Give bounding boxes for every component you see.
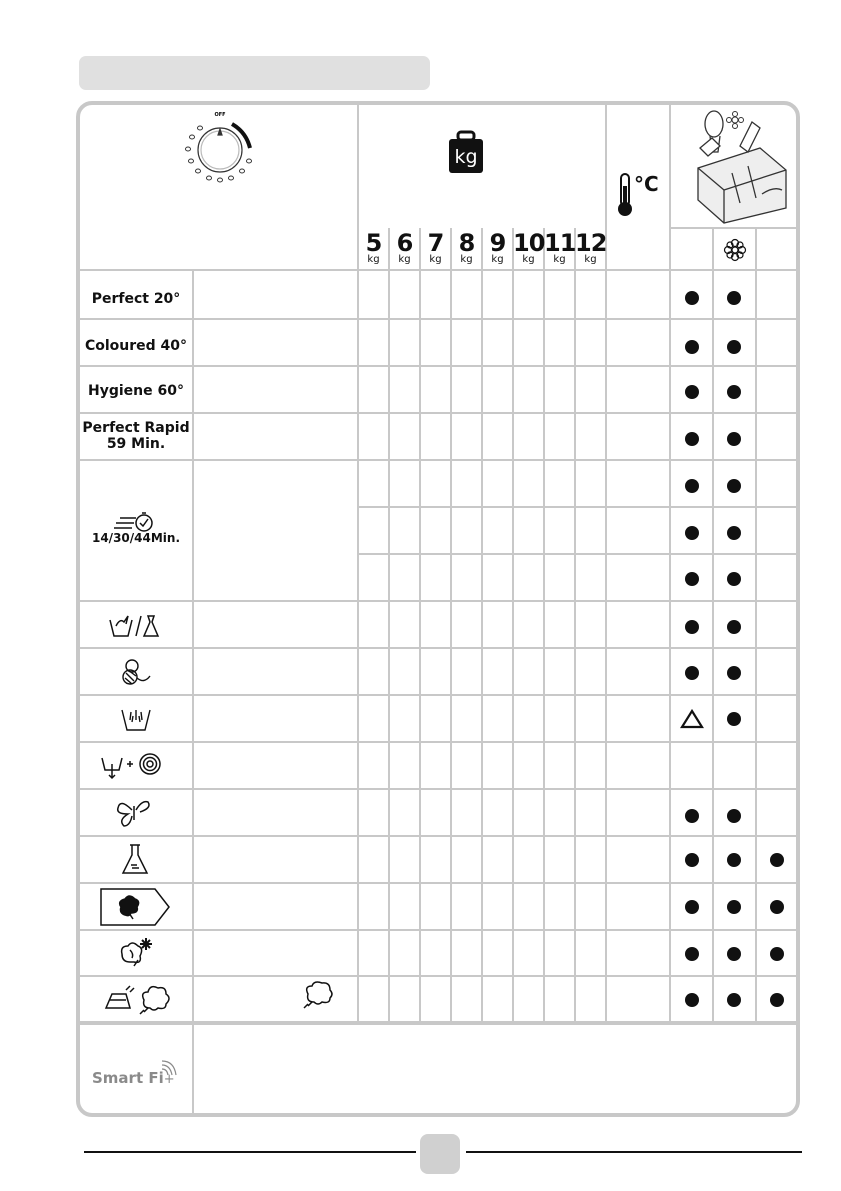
load-8-unit: kg	[460, 254, 473, 265]
detergent-dot	[727, 993, 741, 1007]
smart-fi-plus: +	[163, 1072, 175, 1087]
load-5-number: 5	[365, 229, 382, 257]
programme-dial-icon	[180, 108, 260, 188]
load-8-number: 8	[458, 229, 475, 257]
detergent-dot	[685, 479, 699, 493]
detergent-dot	[770, 947, 784, 961]
detergent-dot	[727, 666, 741, 680]
dial-off-label: OFF	[214, 112, 226, 118]
page-number-box	[420, 1134, 460, 1174]
load-6-unit: kg	[398, 254, 411, 265]
detergent-dot	[727, 900, 741, 914]
detergent-dot	[685, 900, 699, 914]
softener-flower-icon	[723, 238, 747, 262]
detergent-dot	[727, 340, 741, 354]
load-9-number: 9	[489, 229, 506, 257]
detergent-dot	[727, 809, 741, 823]
load-10-unit: kg	[522, 254, 535, 265]
weight-icon-label: kg	[454, 146, 478, 168]
program-perfect-rapid-duration: 59 Min.	[106, 436, 166, 452]
detergent-dot	[727, 291, 741, 305]
detergent-drawer-icon	[690, 108, 790, 224]
steam-cloud-icon	[300, 980, 334, 1010]
load-11-number: 11	[544, 229, 576, 257]
detergent-dot	[685, 993, 699, 1007]
detergent-dot	[685, 666, 699, 680]
detergent-dot	[685, 947, 699, 961]
detergent-dot	[770, 993, 784, 1007]
delicate-butterfly-icon	[114, 796, 154, 830]
thermometer-icon	[616, 172, 634, 218]
detergent-dot	[727, 620, 741, 634]
drain-spin-icon	[100, 752, 166, 780]
load-7-number: 7	[427, 229, 444, 257]
temperature-unit: °C	[634, 172, 659, 196]
detergent-dot	[685, 340, 699, 354]
load-11-unit: kg	[553, 254, 566, 265]
load-7-unit: kg	[429, 254, 442, 265]
detergent-dot	[727, 947, 741, 961]
load-5-unit: kg	[367, 254, 380, 265]
wool-yarn-icon	[120, 658, 152, 686]
detergent-dot	[770, 853, 784, 867]
wifi-signal-icon	[160, 1059, 178, 1077]
load-9-unit: kg	[491, 254, 504, 265]
program-perfect-rapid: Perfect Rapid	[82, 420, 190, 436]
weight-icon	[448, 130, 484, 174]
stain-removal-icon	[116, 936, 154, 968]
load-12-unit: kg	[584, 254, 597, 265]
smart-fi-text: Smart Fi	[92, 1069, 164, 1087]
detergent-dot	[727, 853, 741, 867]
detergent-dot	[727, 526, 741, 540]
detergent-dot	[685, 620, 699, 634]
detergent-dot	[685, 385, 699, 399]
handwash-icon	[108, 612, 164, 638]
program-perfect-20: Perfect 20°	[91, 291, 181, 307]
flask-icon	[120, 843, 150, 875]
program-rapid-times: 14/30/44Min.	[91, 531, 181, 545]
footer-line-left	[84, 1151, 416, 1153]
detergent-dot	[727, 385, 741, 399]
program-hygiene-60: Hygiene 60°	[88, 383, 184, 399]
detergent-dot	[685, 432, 699, 446]
load-6-number: 6	[396, 229, 413, 257]
detergent-dot	[685, 291, 699, 305]
detergent-dot	[685, 572, 699, 586]
load-10-number: 10	[513, 229, 545, 257]
detergent-dot	[727, 432, 741, 446]
detergent-dot	[685, 809, 699, 823]
load-12-number: 12	[575, 229, 607, 257]
detergent-dot	[727, 572, 741, 586]
detergent-dot	[727, 479, 741, 493]
footer-line-right	[466, 1151, 802, 1153]
detergent-dot	[727, 712, 741, 726]
program-coloured-40: Coloured 40°	[84, 338, 188, 354]
cotton-tag-icon	[99, 887, 171, 927]
detergent-optional-triangle	[680, 709, 704, 729]
detergent-dot	[770, 900, 784, 914]
detergent-dot	[685, 526, 699, 540]
detergent-dot	[685, 853, 699, 867]
iron-steam-icon	[104, 982, 176, 1018]
rinse-icon	[120, 704, 152, 732]
